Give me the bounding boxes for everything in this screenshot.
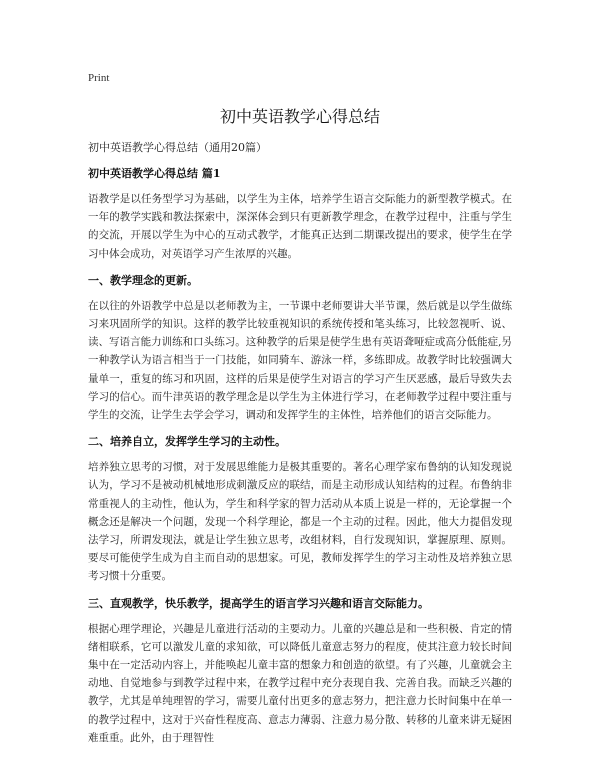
section-body-1: 在以往的外语教学中总是以老师教为主，一节课中老师要讲大半节课，然后就是以学生做练习来巩固所学的知识。这样的教学比较重视知识的系统传授和笔头练习，比较忽视听、说、读、写语言能力训练和口头练习。这种教学的后果是使学生患有英语聋哑症或高分低能症,另一种教学认为语言相当于一门技能，如同骑车、游泳一样，多练即成。故教学时比较强调大量单一，重复的练习和巩固，这样的后果是使学生对语言的学习产生厌恶感，最后导致失去学习的信心。而牛津英语的教学理念是以学生为主体进行学习，在老师教学过程中要注重与学生的交流，让学生去学会学习，调动和发挥学生的主体性，培养他们的语言交际能力。 xyxy=(88,299,512,422)
document-subtitle: 初中英语教学心得总结（通用20篇） xyxy=(88,141,267,154)
print-label: Print xyxy=(88,72,110,84)
chapter-heading: 初中英语教学心得总结 篇1 xyxy=(88,167,221,180)
section-body-3: 根据心理学理论，兴趣是儿童进行活动的主要动力。儿童的兴趣总是和一些积极、肯定的情绪相联系，它可以激发儿童的求知欲，可以降低儿童意志努力的程度，使其注意力较长时间集中在一定活动内容上，并能唤起儿童丰富的想象力和创造的欲望。有了兴趣，儿童就会主动地、自觉地参与到教学过程中来，在教学过程中充分表现自我、完善自我。而缺乏兴趣的教学，尤其是单纯理智的学习，需要儿童付出更多的意志努力，把注意力长时间集中在单一的教学过程中，这对于兴奋性程度高、意志力薄弱、注意力易分散、转移的儿童来讲无疑困难重重。此外，由于理智性 xyxy=(88,622,512,744)
section-body-2: 培养独立思考的习惯，对于发展思维能力是极其重要的。著名心理学家布鲁纳的认知发现说认为，学习不是被动机械地形成刺激反应的联结，而是主动形成认知结构的过程。布鲁纳非常重视人的主动性，他认为，学生和科学家的智力活动从本质上说是一样的，无论掌握一个概念还是解决一个问题，发现一个科学理论，都是一个主动的过程。因此，他大力提倡发现法学习，所谓发现法，就是让学生独立思考，改组材料，自行发现知识，掌握原理、原则。要尽可能使学生成为自主而自动的思想家。可见，教师发挥学生的学习主动性及培养独立思考习惯十分重要。 xyxy=(88,461,512,583)
intro-paragraph: 语教学是以任务型学习为基础，以学生为主体，培养学生语言交际能力的新型教学模式。在一年的教学实践和教法探索中，深深体会到只有更新教学理念，在教学过程中，注重与学生的交流，开展以学生为中心的互动式教学，才能真正达到二期课改提出的要求，使学生在学习中体会成功，对英语学习产生浓厚的兴趣。 xyxy=(88,193,512,260)
document-title: 初中英语教学心得总结 xyxy=(219,107,380,126)
section-heading-2: 二、培养自立，发挥学生学习的主动性。 xyxy=(88,435,286,449)
section-heading-3: 三、直观教学，快乐教学，提高学生的语言学习兴趣和语言交际能力。 xyxy=(88,596,429,610)
section-heading-1: 一、教学理念的更新。 xyxy=(88,273,198,287)
